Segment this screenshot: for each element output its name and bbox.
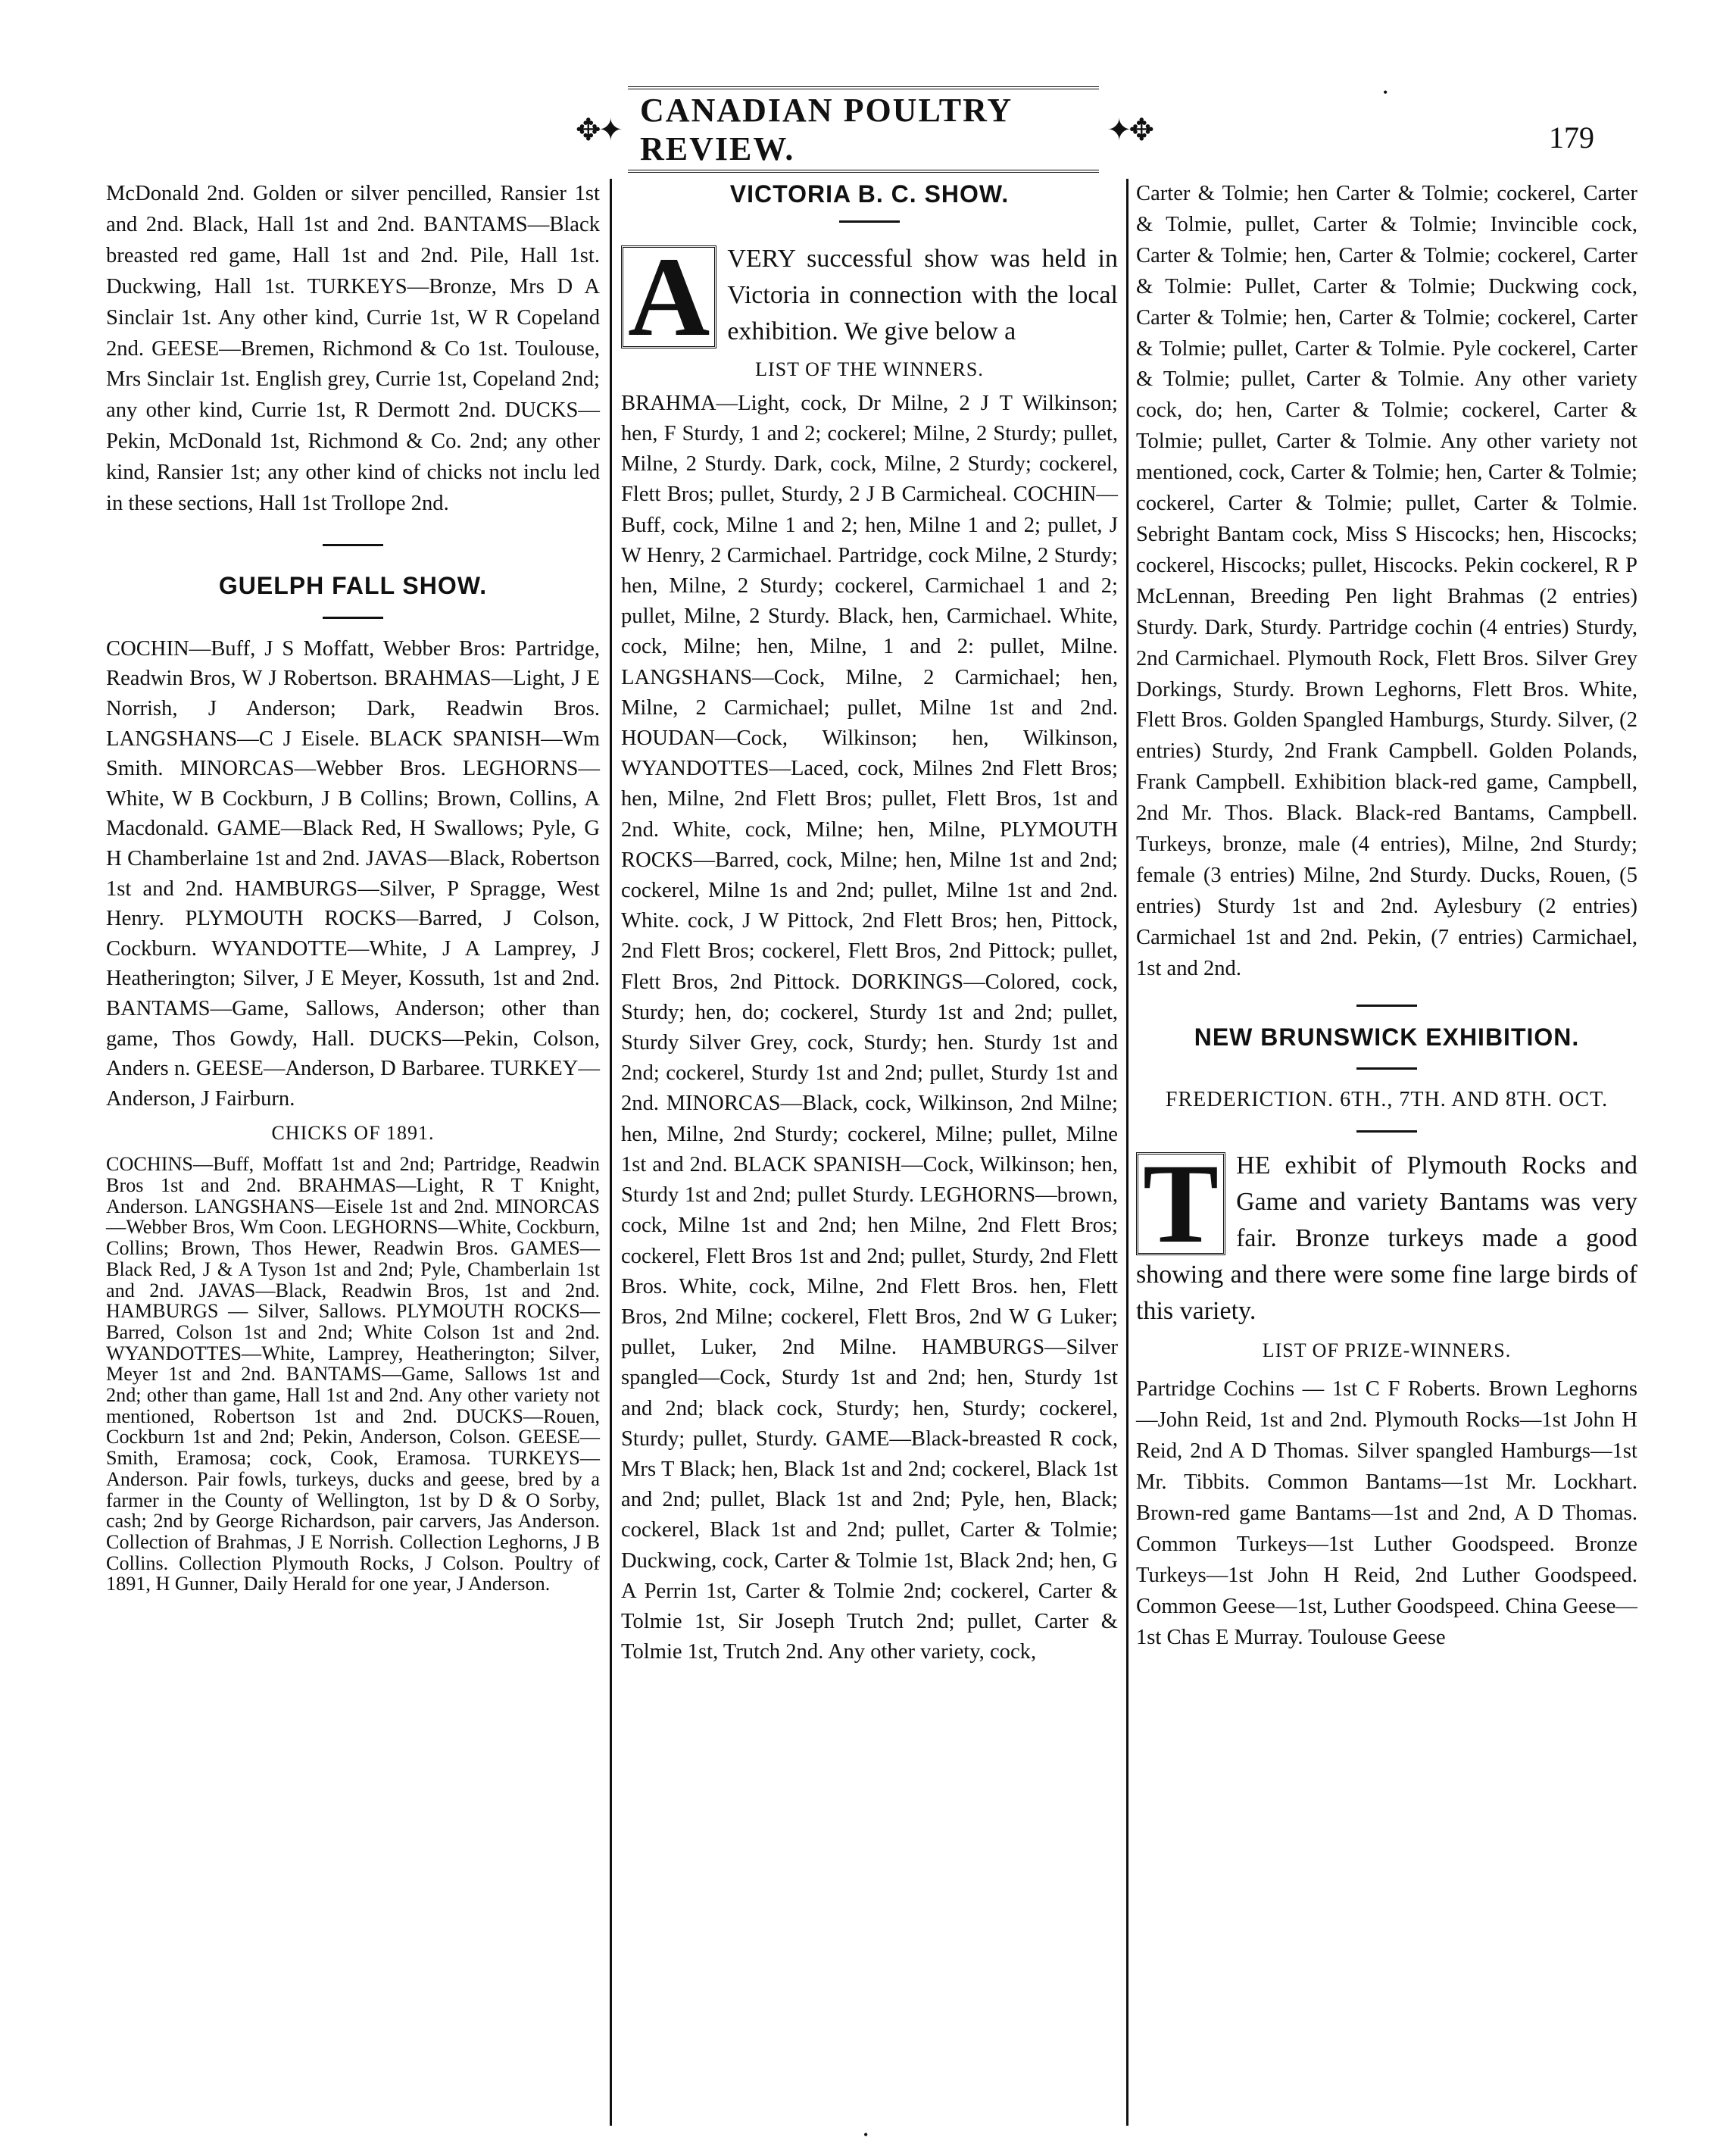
chicks-results: COCHINS—Buff, Moffatt 1st and 2nd; Partridge, Readwin Bros 1st and 2nd. BRAHMAS—Light, R T Knight, Anderson. LANGSHANS—Eisele 1st and 2nd. MINORCAS—Webber Bros, Wm Coon. LEGHORNS—White, Cockburn, Collins; Brown, Thos Hewer, Readwin Bros. GAMES—Black Red, J & A Tyson 1st and 2nd; Pyle, Chamberlain 1st and 2nd. JAVAS—Black, Readwin Bros, 1st and 2nd. HAMBURGS — Silver, Sallows. PLYMOUTH ROCKS—Barred, Colson 1st and 2nd; White Colson 1st and 2nd. WYANDOTTES—White, Lamprey, Heatherington; Silver, Meyer 1st and 2nd. BANTAMS—Game, Sallows 1st and 2nd; other than game, Hall 1st and 2nd. Any other variety not mentioned, Robertson 1st and 2nd. DUCKS—Rouen, Cockburn 1st and 2nd; Pekin, Anderson, Colson. GEESE—Smith, Eramosa; cock, Cook, Eramosa. TURKEYS—Anderson. Pair fowls, turkeys, ducks and geese, bred by a farmer in the County of Wellington, 1st by D & O Sorby, cash; 2nd by George Richardson, pair carvers, Jas Anderson. Collection of Brahmas, J E Norrish. Collection Leghorns, J B Collins. Collection Plymouth Rocks, J Colson. Poultry of 1891, H Gunner, Daily Herald for one year, J Anderson. [106,1153,600,1595]
section-heading-new-brunswick: NEW BRUNSWICK EXHIBITION. [1194,1023,1580,1051]
subheading-winners: LIST OF THE WINNERS. [755,358,984,380]
section-heading-guelph: GUELPH FALL SHOW. [218,571,488,599]
victoria-results: BRAHMA—Light, cock, Dr Milne, 2 J T Wilkinson; hen, F Sturdy, 1 and 2; cockerel; Milne, 2 Sturdy; pullet, Milne, 2 Sturdy. Dark, cock, Milne, 2 Sturdy; cockerel, Flett Bros; pullet, Sturdy, 2 J B Carmicheal. COCHIN—Buff, cock, Milne 1 and 2; hen, Milne 1 and 2; pullet, J W Henry, 2 Carmichael. Partridge, cock Milne, 2 Sturdy; hen, Milne, 2 Sturdy; cockerel, Carmichael 1 and 2; pullet, Milne, 2 Sturdy. Black, hen, Carmichael. White, cock, Milne; hen, Milne, 1 and 2: pullet, Milne. LANGSHANS—Cock, Milne, 2 Carmichael; hen, Milne, 2 Carmichael; pullet, Milne 1st and 2nd. HOUDAN—Cock, Wilkinson; hen, Wilkinson, WYANDOTTES—Laced, cock, Milnes 2nd Flett Bros; hen, Milne, 2nd Flett Bros; pullet, Flett Bros, 1st and 2nd. White, cock, Milne; hen, Milne, PLYMOUTH ROCKS—Barred, cock, Milne; hen, Milne 1st and 2nd; cockerel, Milne 1s and 2nd; pullet, Milne 1st and 2nd. White. cock, J W Pittock, 2nd Flett Bros; hen, Pittock, 2nd Flett Bros; cockerel, Flett Bros, 2nd Pittock; pullet, Flett Bros, 2nd Pittock. DORKINGS—Colored, cock, Sturdy; hen, do; cockerel, Sturdy 1st and 2nd; pullet, Sturdy Silver Grey, cock, Sturdy; hen. Sturdy 1st and 2nd; cockerel, Sturdy 1st and 2nd; pullet, Sturdy 1st and 2nd. MINORCAS—Black, cock, Wilkinson, 2nd Milne; hen, Milne, 2nd Sturdy; cockerel, Milne; pullet, Milne 1st and 2nd. BLACK SPANISH—Cock, Wilkinson; hen, Sturdy 1st and 2nd; pullet Sturdy. LEGHORNS—brown, cock, Milne 1st and 2nd; hen Milne, 2nd Flett Bros; cockerel, Flett Bros 1st and 2nd; pullet, Sturdy, 2nd Flett Bros. White, cock, Milne, 2nd Flett Bros. hen, Flett Bros, 2nd Milne; cockerel, Flett Bros, 2nd W G Luker; pullet, Luker, 2nd Milne. HAMBURGS—Silver spangled—Cock, Sturdy 1st and 2nd; hen, Sturdy 1st and 2nd; black cock, Sturdy; hen, Sturdy; cockerel, Sturdy; pullet, Sturdy. GAME—Black-breasted R cock, Mrs T Black; hen, Black 1st and 2nd; cockerel, Black 1st and 2nd; pullet, Black 1st and 2nd; Pyle, hen, Black; cockerel, Black 1st and 2nd; pullet, Carter & Tolmie; Duckwing, cock, Carter & Tolmie 1st, Black 2nd; hen, G A Perrin 1st, Carter & Tolmie 2nd; cockerel, Carter & Tolmie 1st, Sir Joseph Trutch 2nd; pullet, Carter & Tolmie 1st, Trutch 2nd. Any other variety, cock, [621,391,1118,1664]
event-dates: FREDERICTION. 6TH., 7TH. AND 8TH. OCT. [1165,1088,1609,1112]
victoria-intro [621,233,1118,360]
publication-title: CANADIAN POULTRY REVIEW. [628,86,1099,173]
new-brunswick-intro-text: HE exhibit of Plymouth Rocks and Game and variety Bantams was very fair. Bronze turkeys made a good showing and there were some fine large birds of this variety. [1136,1151,1637,1326]
new-brunswick-intro [1136,1141,1637,1330]
section-divider [839,220,900,223]
victoria-results-continued: Carter & Tolmie; hen Carter & Tolmie; cockerel, Carter & Tolmie, pullet, Carter & Tolmie; Invincible cock, Carter & Tolmie; hen, Carter & Tolmie; cockerel, Carter & Tolmie: Pullet, Carter & Tolmie; Duckwing cock, Carter & Tolmie; hen, Carter & Tolmie; cockerel, Carter & Tolmie; pullet, Carter & Tolmie. Pyle cockerel, Carter & Tolmie; pullet, Carter & Tolmie. Any other variety cock, do; hen, Carter & Tolmie; cockerel, Carter & Tolmie; pullet, Carter & Tolmie. Any other variety not mentioned, cock, Carter & Tolmie; hen, Carter & Tolmie; cockerel, Carter & Tolmie; pullet, Carter & Tolmie. Sebright Bantam cock, Miss S Hiscocks; hen, Hiscocks; cockerel, Hiscocks; pullet, Hiscocks. Pekin cockerel, R P McLennan, Breeding Pen light Brahmas (2 entries) Sturdy. Dark, Sturdy. Partridge cochin (4 entries) Sturdy, 2nd Carmichael. Plymouth Rock, Flett Bros. Silver Grey Dorkings, Sturdy. Brown Leghorns, Flett Bros. White, Flett Bros. Golden Spangled Hamburgs, Sturdy. Silver, (2 entries) Sturdy, 2nd Frank Campbell. Golden Polands, Frank Campbell. Exhibition black-red game, Campbell, 2nd Mr. Thos. Black. Black-red Bantams, Campbell. Turkeys, bronze, male (4 entries), Milne, 2nd Sturdy; female (3 entries) Milne, 2nd Sturdy. Ducks, Rouen, (5 entries) Sturdy 1st and 2nd. Aylesbury (2 entries) Carmichael 1st and 2nd. Pekin, (7 entries) Carmichael, 1st and 2nd. [1136,182,1637,980]
victoria-intro-text: VERY successful show was held in Victoria in connection with the local exhibition. We give below a [727,244,1118,345]
column-right [1136,179,1637,1654]
new-brunswick-results: Partridge Cochins — 1st C F Roberts. Brown Leghorns—John Reid, 1st and 2nd. Plymouth Rocks—1st John H Reid, 2nd A D Thomas. Silver spangled Hamburgs—1st Mr. Tibbits. Common Bantams—1st Mr. Lockhart. Brown-red game Bantams—1st and 2nd, A D Thomas. Common Turkeys—1st Luther Goodspeed. Bronze Turkeys—1st John H Reid, 2nd Luther Goodspeed. Common Geese—1st, Luther Goodspeed. China Geese—1st Chas E Murray. Toulouse Geese [1136,1377,1637,1649]
page-number: 179 [1549,120,1594,155]
ornament-right-icon: ✦✥ [1106,112,1151,147]
continued-text: McDonald 2nd. Golden or silver pencilled, Ransier 1st and 2nd. Black, Hall 1st and 2nd. BANTAMS—Black breasted red game, Hall 1st and 2nd. Pile, Hall 1st. Duckwing, Hall 1st. TURKEYS—Bronze, Mrs D A Sinclair 1st. Any other kind, Currie 1st, W R Copeland 2nd. GEESE—Bremen, Richmond & Co 1st. Toulouse, Mrs Sinclair 1st. English grey, Currie 1st, Copeland 2nd; any other kind, Currie 1st, R Dermott 2nd. DUCKS—Pekin, McDonald 1st, Richmond & Co. 2nd; any other kind, Ransier 1st; any other kind of chicks not inclu led in these sections, Hall 1st Trollope 2nd. [106,182,600,516]
dropcap-letter: A [621,245,716,348]
section-divider [1356,1005,1417,1007]
column-left [106,179,600,1595]
subheading-prize-winners: LIST OF PRIZE-WINNERS. [1262,1339,1512,1362]
dropcap-letter: T [1136,1152,1225,1255]
guelph-results: COCHIN—Buff, J S Moffatt, Webber Bros: Partridge, Readwin Bros, W J Robertson. BRAHMAS—Light, J E Norrish, J Anderson; Dark, Readwin Bros. LANGSHANS—C J Eisele. BLACK SPANISH—Wm Smith. MINORCAS—Webber Bros. LEGHORNS—White, W B Cockburn, J B Collins; Brown, Collins, A Macdonald. GAME—Black Red, H Swallows; Pyle, G H Chamberlaine 1st and 2nd. JAVAS—Black, Robertson 1st and 2nd. HAMBURGS—Silver, P Spragge, West Henry. PLYMOUTH ROCKS—Barred, J Colson, Cockburn. WYANDOTTE—White, J A Lamprey, J Heatherington; Silver, J E Meyer, Kossuth, 1st and 2nd. BANTAMS—Game, Sallows, Anderson; other than game, Thos Gowdy, Hall. DUCKS—Pekin, Colson, Anders n. GEESE—Anderson, D Barbaree. TURKEY—Anderson, J Fairburn. [106,636,600,1111]
section-divider [323,617,383,619]
column-rule [610,179,612,2126]
column-rule [1126,179,1128,2126]
speck: • [1383,85,1388,100]
section-divider [1356,1067,1417,1070]
masthead [576,92,1151,167]
subheading-chicks: CHICKS OF 1891. [271,1122,435,1145]
speck: • [863,2127,869,2142]
ornament-left-icon: ✥✦ [576,112,621,147]
section-heading-victoria: VICTORIA B. C. SHOW. [729,180,1010,208]
column-middle [621,179,1118,1667]
section-divider [1356,1130,1417,1133]
section-divider [323,544,383,546]
